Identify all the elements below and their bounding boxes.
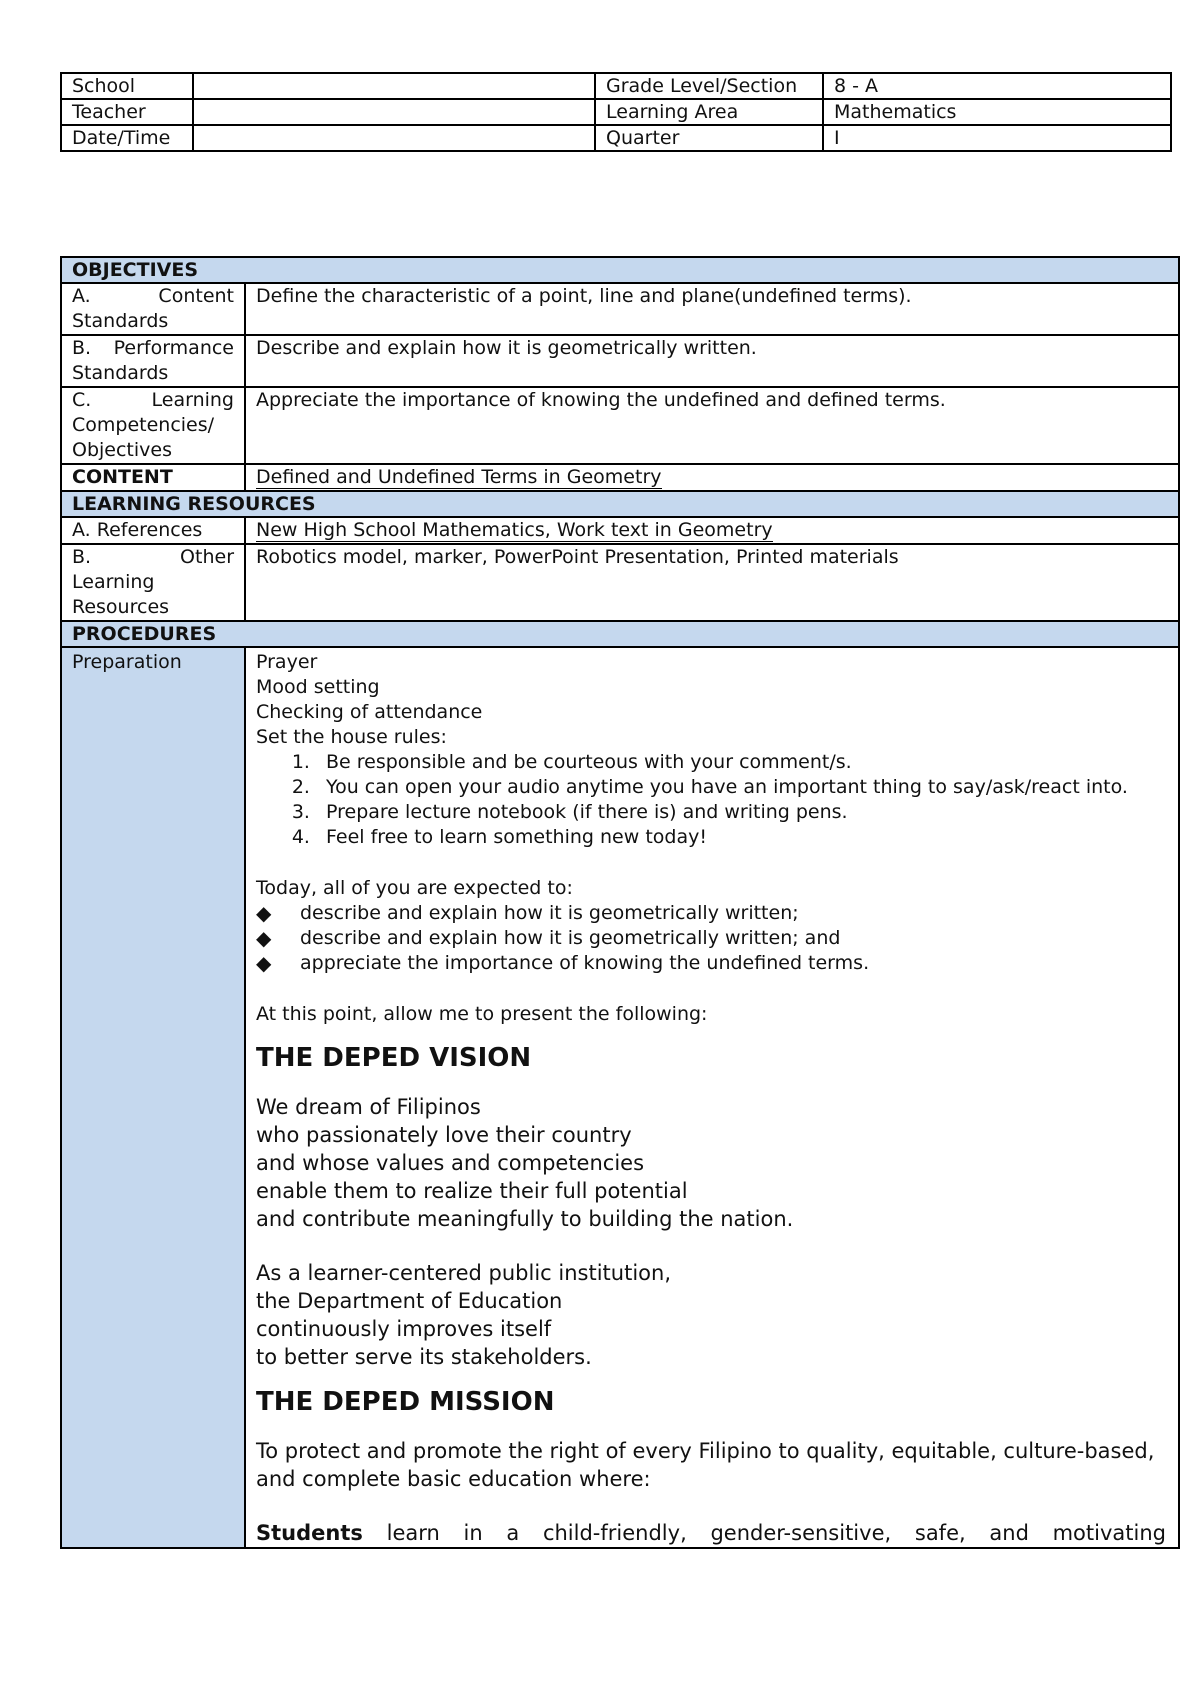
performance-standards-text: Describe and explain how it is geometrically written. <box>245 335 1179 387</box>
header-value: I <box>823 125 1171 151</box>
expected-intro: Today, all of you are expected to: <box>256 877 573 899</box>
content-standards-row <box>61 283 1179 335</box>
preparation-label: Preparation <box>61 647 245 1548</box>
list-item: ◆ describe and explain how it is geometrically written; <box>256 901 1166 926</box>
objectives-band <box>61 257 1179 283</box>
mission-line: and complete basic education where: <box>256 1467 651 1491</box>
list-item: ◆ appreciate the importance of knowing the undefined terms. <box>256 951 1166 976</box>
preparation-content <box>245 647 1179 1548</box>
students-line <box>256 1519 1166 1547</box>
header-label: Teacher <box>61 99 193 125</box>
row-label <box>61 335 245 387</box>
students-bold: Students <box>256 1521 363 1545</box>
intro-line: Prayer <box>256 651 318 673</box>
other-resources-row <box>61 544 1179 621</box>
content-label: CONTENT <box>61 464 245 491</box>
label-line: C. Learning <box>72 389 234 411</box>
list-item: 3. Prepare lecture notebook (if there is) and writing pens. <box>316 800 1166 825</box>
vision-line: who passionately love their country <box>256 1123 632 1147</box>
references-text-value: New High School Mathematics, Work text in Geometry <box>256 519 773 541</box>
vision-line: and contribute meaningfully to building the nation. <box>256 1207 794 1231</box>
label-line: Standards <box>72 310 169 332</box>
competencies-row <box>61 387 1179 464</box>
header-info-table <box>60 72 1172 152</box>
label-line: Objectives <box>72 439 172 461</box>
list-item: 1. Be responsible and be courteous with your comment/s. <box>316 750 1166 775</box>
header-value <box>193 125 595 151</box>
lesson-plan-table <box>60 256 1180 1549</box>
vision-line: continuously improves itself <box>256 1317 552 1341</box>
vision-title: THE DEPED VISION <box>256 1043 532 1073</box>
section-title: PROCEDURES <box>61 621 1179 647</box>
vision-line: and whose values and competencies <box>256 1151 645 1175</box>
label-line: Learning <box>72 571 155 593</box>
intro-line: Set the house rules: <box>256 726 447 748</box>
intro-line: Mood setting <box>256 676 380 698</box>
label-line: Resources <box>72 596 170 618</box>
row-label <box>61 283 245 335</box>
references-label: A. References <box>61 517 245 544</box>
house-rules-list <box>256 750 1166 850</box>
header-value: Mathematics <box>823 99 1171 125</box>
header-label: Date/Time <box>61 125 193 151</box>
mission-title: THE DEPED MISSION <box>256 1387 555 1417</box>
vision-line: As a learner-centered public institution, <box>256 1261 671 1285</box>
header-row <box>61 73 1171 99</box>
performance-standards-row <box>61 335 1179 387</box>
row-label <box>61 387 245 464</box>
header-value <box>193 73 595 99</box>
preparation-row <box>61 647 1179 1548</box>
label-line: Competencies/ <box>72 414 215 436</box>
label-line: Standards <box>72 362 169 384</box>
list-item: 4. Feel free to learn something new today! <box>316 825 1166 850</box>
row-label <box>61 544 245 621</box>
header-value <box>193 99 595 125</box>
list-item: 2. You can open your audio anytime you have an important thing to say/ask/react into. <box>316 775 1166 800</box>
expectations-list <box>256 901 1166 976</box>
label-line: B. Other <box>72 546 234 568</box>
references-row <box>61 517 1179 544</box>
references-text <box>245 517 1179 544</box>
header-value: 8 - A <box>823 73 1171 99</box>
students-rest: learn in a child-friendly, gender-sensitive, safe, and motivating <box>386 1521 1166 1545</box>
header-row <box>61 99 1171 125</box>
header-label: Learning Area <box>595 99 823 125</box>
list-item: ◆ describe and explain how it is geometrically written; and <box>256 926 1166 951</box>
vision-line: the Department of Education <box>256 1289 563 1313</box>
header-label: Quarter <box>595 125 823 151</box>
content-text <box>245 464 1179 491</box>
header-label: Grade Level/Section <box>595 73 823 99</box>
intro-line: Checking of attendance <box>256 701 483 723</box>
header-row <box>61 125 1171 151</box>
label-line: A. Content <box>72 285 234 307</box>
resources-band <box>61 491 1179 517</box>
other-resources-text: Robotics model, marker, PowerPoint Presentation, Printed materials <box>245 544 1179 621</box>
vision-line: enable them to realize their full potential <box>256 1179 688 1203</box>
vision-line: We dream of Filipinos <box>256 1095 481 1119</box>
present-line: At this point, allow me to present the following: <box>256 1003 708 1025</box>
section-title: LEARNING RESOURCES <box>61 491 1179 517</box>
procedures-band <box>61 621 1179 647</box>
mission-line: To protect and promote the right of every Filipino to quality, equitable, culture-based, <box>256 1439 1155 1463</box>
vision-line: to better serve its stakeholders. <box>256 1345 592 1369</box>
competencies-text: Appreciate the importance of knowing the undefined and defined terms. <box>245 387 1179 464</box>
content-row <box>61 464 1179 491</box>
content-text-value: Defined and Undefined Terms in Geometry <box>256 466 662 488</box>
label-line: B. Performance <box>72 337 234 359</box>
header-label: School <box>61 73 193 99</box>
content-standards-text: Define the characteristic of a point, line and plane(undefined terms). <box>245 283 1179 335</box>
section-title: OBJECTIVES <box>61 257 1179 283</box>
